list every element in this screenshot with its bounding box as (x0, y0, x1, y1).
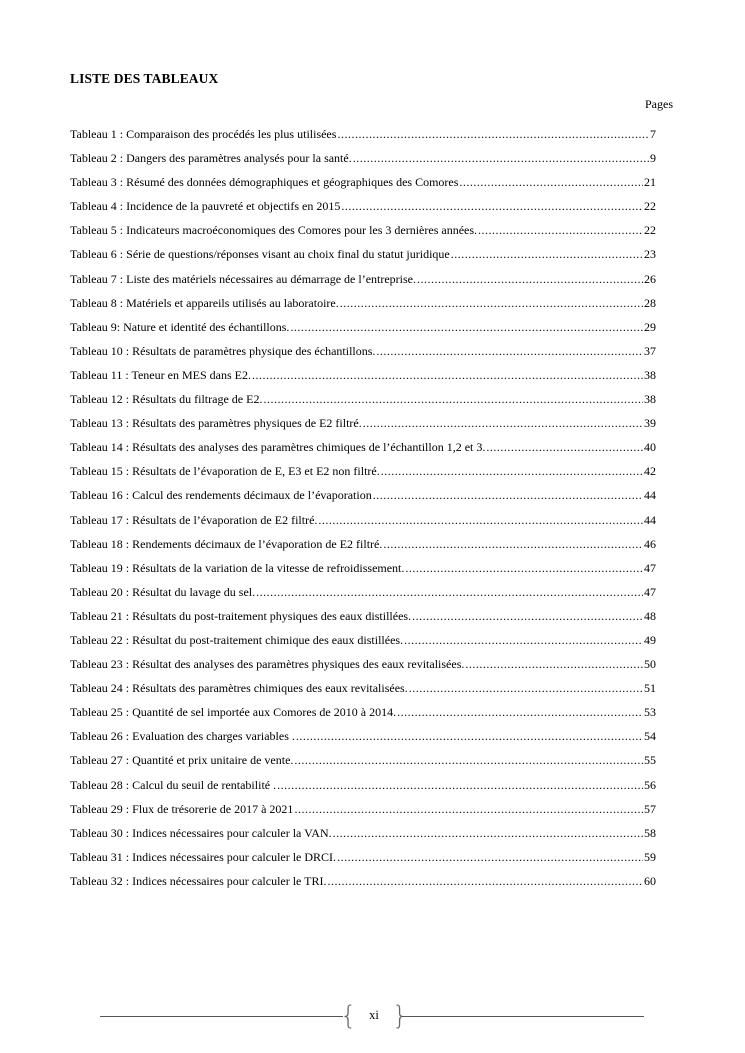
dot-leader (263, 392, 643, 407)
dot-leader (363, 416, 643, 431)
toc-entry[interactable] (70, 127, 656, 151)
toc-entry-page: 40 (644, 440, 656, 455)
toc-entry-page: 55 (644, 753, 656, 768)
toc-entry-page: 42 (644, 464, 656, 479)
toc-entry-page: 58 (644, 825, 656, 840)
toc-entry[interactable] (70, 753, 656, 777)
toc-entry-page: 57 (644, 801, 656, 816)
dot-leader (412, 609, 643, 624)
dot-leader (296, 729, 643, 744)
toc-entry[interactable] (70, 609, 656, 633)
toc-entry-label: Tableau 16 : Calcul des rendements décimaux de l’évaporation (70, 488, 372, 503)
toc-entry-label: Tableau 27 : Quantité et prix unitaire de vente. (70, 753, 294, 768)
dot-leader (277, 778, 643, 793)
page-number: xi (369, 1008, 379, 1022)
toc-entry[interactable] (70, 681, 656, 705)
toc-entry-page: 46 (644, 536, 656, 551)
toc-entry[interactable] (70, 223, 656, 247)
pages-column-label: Pages (645, 97, 673, 111)
dot-leader (333, 826, 643, 841)
toc-entry-label: Tableau 15 : Résultats de l’évaporation de E, E3 et E2 non filtré. (70, 464, 380, 479)
toc-entry-page: 47 (644, 584, 656, 599)
footer-rule-right (402, 1016, 644, 1017)
toc-entry-page: 48 (644, 608, 656, 623)
toc-entry-label: Tableau 21 : Résultats du post-traitement physiques des eaux distillées. (70, 608, 412, 623)
toc-entry[interactable] (70, 633, 656, 657)
dot-leader (340, 296, 643, 311)
toc-entry-label: Tableau 4 : Incidence de la pauvreté et objectifs en 2015 (70, 199, 341, 214)
toc-entry[interactable] (70, 151, 656, 175)
toc-entry-label: Tableau 18 : Rendements décimaux de l’évaporation de E2 filtré. (70, 536, 383, 551)
toc-entry-page: 22 (644, 223, 656, 238)
left-brace-ornament: { (340, 1001, 357, 1031)
table-list (70, 127, 656, 898)
toc-entry-label: Tableau 8 : Matériels et appareils utilisés au laboratoire. (70, 295, 339, 310)
dot-leader (417, 272, 643, 287)
toc-entry[interactable] (70, 175, 656, 199)
footer-rule-left (100, 1016, 343, 1017)
toc-entry[interactable] (70, 488, 656, 512)
toc-entry[interactable] (70, 537, 656, 561)
toc-entry-label: Tableau 5 : Indicateurs macroéconomiques des Comores pour les 3 dernières années. (70, 223, 478, 238)
toc-entry-label: Tableau 13 : Résultats des paramètres physiques de E2 filtré. (70, 416, 362, 431)
toc-entry-page: 38 (644, 367, 656, 382)
toc-entry[interactable] (70, 199, 656, 223)
toc-entry-page: 9 (650, 151, 656, 166)
toc-entry-page: 21 (644, 175, 656, 190)
toc-entry-label: Tableau 7 : Liste des matériels nécessaires au démarrage de l’entreprise. (70, 271, 417, 286)
dot-leader (294, 753, 643, 768)
toc-entry-page: 53 (644, 705, 656, 720)
toc-entry-page: 44 (644, 488, 656, 503)
dot-leader (405, 561, 643, 576)
dot-leader (478, 223, 643, 238)
toc-entry-page: 37 (644, 343, 656, 358)
toc-entry[interactable] (70, 416, 656, 440)
toc-entry[interactable] (70, 561, 656, 585)
toc-entry-label: Tableau 11 : Teneur en MES dans E2. (70, 367, 251, 382)
dot-leader (337, 127, 649, 142)
toc-entry-label: Tableau 12 : Résultats du filtrage de E2. (70, 392, 263, 407)
toc-entry-page: 54 (644, 729, 656, 744)
dot-leader (328, 874, 644, 889)
toc-entry-label: Tableau 6 : Série de questions/réponses visant au choix final du statut juridique (70, 247, 450, 262)
toc-entry[interactable] (70, 585, 656, 609)
toc-entry-page: 26 (644, 271, 656, 286)
toc-entry-label: Tableau 24 : Résultats des paramètres chimiques des eaux revitalisées. (70, 681, 408, 696)
toc-entry-page: 39 (644, 416, 656, 431)
toc-entry-page: 7 (650, 127, 656, 141)
dot-leader (465, 657, 643, 672)
toc-entry-label: Tableau 26 : Evaluation des charges variables . (70, 729, 295, 744)
toc-entry-page: 51 (644, 681, 656, 696)
toc-entry-label: Tableau 10 : Résultats de paramètres physique des échantillons. (70, 343, 376, 358)
toc-entry-label: Tableau 31 : Indices nécessaires pour calculer le DRCI. (70, 849, 337, 864)
dot-leader (290, 320, 643, 335)
toc-entry[interactable] (70, 272, 656, 296)
toc-entry-label: Tableau 22 : Résultat du post-traitement chimique des eaux distillées. (70, 632, 404, 647)
toc-entry[interactable] (70, 802, 656, 826)
dot-leader (486, 440, 643, 455)
toc-entry[interactable] (70, 392, 656, 416)
toc-entry-label: Tableau 23 : Résultat des analyses des paramètres physiques des eaux revitalisées. (70, 657, 465, 672)
dot-leader (318, 513, 643, 528)
dot-leader (337, 850, 643, 865)
dot-leader (381, 464, 643, 479)
toc-entry[interactable] (70, 513, 656, 537)
toc-entry[interactable] (70, 705, 656, 729)
toc-entry-page: 38 (644, 392, 656, 407)
toc-entry-page: 28 (644, 295, 656, 310)
dot-leader (451, 247, 643, 262)
toc-entry[interactable] (70, 464, 656, 488)
toc-entry-label: Tableau 9: Nature et identité des échantillons. (70, 319, 290, 334)
toc-entry-label: Tableau 30 : Indices nécessaires pour calculer la VAN. (70, 825, 332, 840)
toc-entry[interactable] (70, 296, 656, 320)
toc-entry-page: 56 (644, 777, 656, 792)
toc-entry-label: Tableau 17 : Résultats de l’évaporation de E2 filtré. (70, 512, 318, 527)
dot-leader (383, 537, 643, 552)
toc-entry[interactable] (70, 850, 656, 874)
dot-leader (252, 368, 643, 383)
toc-entry[interactable] (70, 826, 656, 850)
toc-entry-label: Tableau 28 : Calcul du seuil de rentabilité . (70, 777, 277, 792)
toc-entry[interactable] (70, 368, 656, 392)
dot-leader (353, 151, 649, 166)
toc-entry[interactable] (70, 247, 656, 271)
dot-leader (409, 681, 643, 696)
toc-entry-page: 59 (644, 849, 656, 864)
toc-entry[interactable] (70, 440, 656, 464)
toc-entry-page: 60 (644, 873, 656, 888)
dot-leader (397, 705, 643, 720)
toc-entry[interactable] (70, 778, 656, 802)
right-brace-ornament: } (392, 1001, 409, 1031)
toc-entry-label: Tableau 19 : Résultats de la variation de la vitesse de refroidissement. (70, 560, 405, 575)
toc-entry[interactable] (70, 874, 656, 898)
toc-entry-page: 23 (644, 247, 656, 262)
toc-entry-page: 22 (644, 199, 656, 214)
toc-entry-label: Tableau 14 : Résultats des analyses des paramètres chimiques de l’échantillon 1,2 et 3. (70, 440, 486, 455)
dot-leader (341, 199, 643, 214)
toc-entry-label: Tableau 25 : Quantité de sel importée aux Comores de 2010 à 2014. (70, 705, 397, 720)
toc-entry-label: Tableau 3 : Résumé des données démographiques et géographiques des Comores (70, 175, 459, 190)
toc-entry-label: Tableau 29 : Flux de trésorerie de 2017 à 2021 (70, 801, 294, 816)
toc-entry-label: Tableau 2 : Dangers des paramètres analysés pour la santé. (70, 151, 352, 166)
toc-entry-page: 44 (644, 512, 656, 527)
toc-entry-page: 50 (644, 657, 656, 672)
dot-leader (459, 175, 643, 190)
dot-leader (373, 488, 643, 503)
toc-entry-page: 29 (644, 319, 656, 334)
toc-entry-label: Tableau 32 : Indices nécessaires pour calculer le TRI. (70, 873, 327, 888)
dot-leader (376, 344, 643, 359)
toc-entry[interactable] (70, 729, 656, 753)
dot-leader (256, 585, 643, 600)
toc-entry-page: 49 (644, 632, 656, 647)
toc-entry-label: Tableau 20 : Résultat du lavage du sel. (70, 584, 256, 599)
dot-leader (404, 633, 643, 648)
page-title: LISTE DES TABLEAUX (70, 71, 219, 86)
toc-entry-page: 47 (644, 560, 656, 575)
dot-leader (294, 802, 643, 817)
toc-entry-label: Tableau 1 : Comparaison des procédés les plus utilisées (70, 127, 337, 141)
toc-entry[interactable] (70, 344, 656, 368)
toc-entry[interactable] (70, 320, 656, 344)
toc-entry[interactable] (70, 657, 656, 681)
